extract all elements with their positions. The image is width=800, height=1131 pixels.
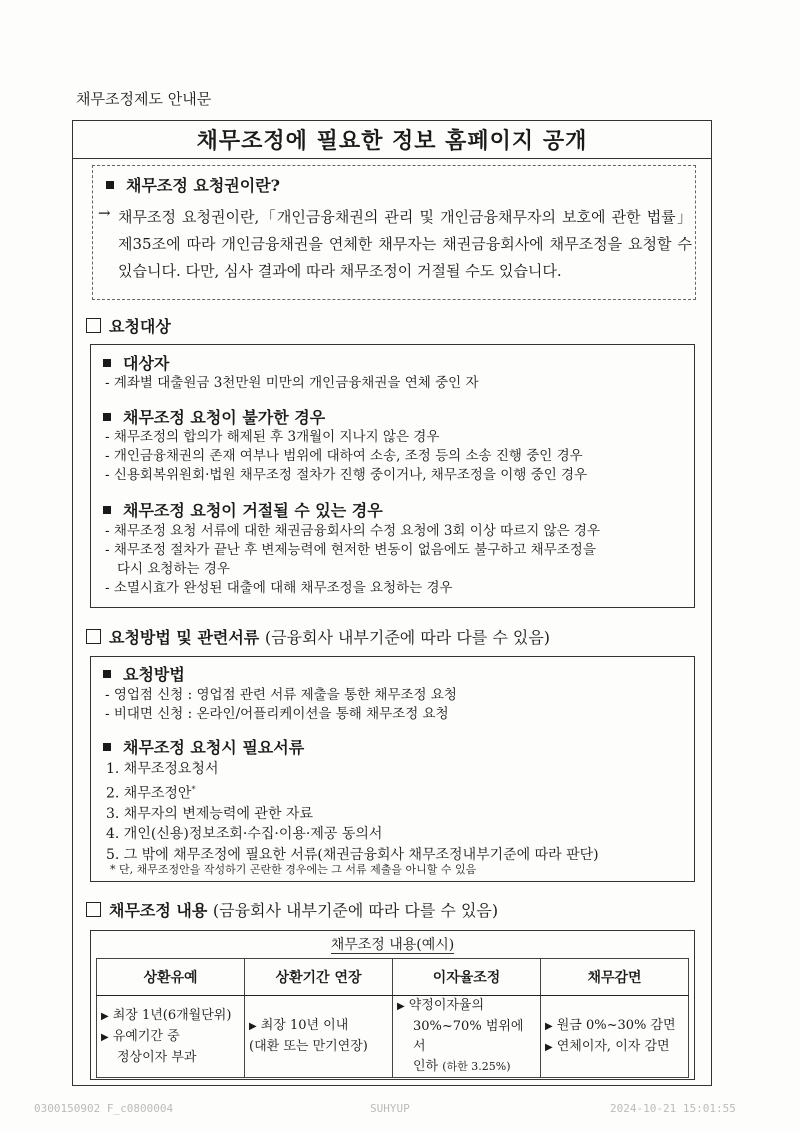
docs-heading: 채무조정 요청시 필요서류 [103, 735, 304, 758]
arrow-icon: → [98, 204, 111, 222]
checkbox-icon [86, 902, 101, 917]
square-bullet-icon [103, 743, 111, 751]
table-cell-rate: ▶ 약정이자율의 30%~70% 범위에서 인하 (하한 3.25%) [393, 996, 541, 1078]
intro-text: 채무조정 요청권이란,「개인금융채권의 관리 및 개인금융채무자의 보호에 관한 법률」제35조에 따라 개인금융채권을 연체한 채무자는 채권금융회사에 채무조정을 요청할 수 있습니다. 다만, 심사 결과에 따라 채무조정이 거절될 수도 있습니다. [118, 208, 692, 280]
rejectable-heading: 채무조정 요청이 거절될 수 있는 경우 [103, 498, 383, 521]
list-item: 5. 그 밖에 채무조정에 필요한 서류(채권금융회사 채무조정내부기준에 따라 판단) [106, 846, 599, 863]
list-item: - 채무조정 요청 서류에 대한 채권금융회사의 수정 요청에 3회 이상 따르지 않은 경우 [105, 523, 600, 539]
table-caption: 채무조정 내용(예시) [330, 937, 455, 953]
intro-heading: 채무조정 요청권이란? [106, 173, 280, 196]
checkbox-icon [86, 318, 101, 333]
square-bullet-icon [106, 181, 114, 189]
triangle-bullet-icon: ▶ [545, 1041, 553, 1053]
page-title: 채무조정에 필요한 정보 홈페이지 공개 [196, 128, 588, 154]
eligible-heading: 대상자 [103, 351, 169, 374]
list-item: - 채무조정 절차가 끝난 후 변제능력에 현저한 변동이 없음에도 불구하고 채무조정을 [105, 542, 596, 558]
column-header: 상환기간 연장 [245, 959, 393, 996]
docs-list [106, 759, 599, 865]
list-item: 1. 채무조정요청서 [106, 761, 219, 777]
list-item: 3. 채무자의 변제능력에 관한 자료 [106, 805, 313, 822]
triangle-bullet-icon: ▶ [101, 1031, 109, 1043]
checkbox-icon [86, 629, 101, 644]
column-header: 상환유예 [97, 959, 245, 996]
list-item: - 개인금융채권의 존재 여부나 범위에 대하여 소송, 조정 등의 소송 진행 중인 경우 [105, 448, 583, 464]
square-bullet-icon [103, 359, 111, 367]
triangle-bullet-icon: ▶ [101, 1010, 109, 1022]
list-item: 4. 개인(신용)정보조회·수집·이용·제공 동의서 [106, 826, 383, 843]
column-header: 이자율조정 [393, 959, 541, 996]
list-item: 2. 채무조정안* [106, 784, 196, 802]
triangle-bullet-icon: ▶ [249, 1021, 257, 1032]
square-bullet-icon [103, 506, 111, 514]
list-item: - 소멸시효가 완성된 대출에 대해 채무조정을 요청하는 경우 [105, 580, 453, 596]
footer-org: SUHYUP [370, 1102, 410, 1115]
not-allowed-heading: 채무조정 요청이 불가한 경우 [103, 405, 325, 428]
list-item: - 비대면 신청 : 온라인/어플리케이션을 통해 채무조정 요청 [105, 706, 449, 722]
table-row [97, 996, 689, 1078]
triangle-bullet-icon: ▶ [397, 1001, 405, 1012]
document-label: 채무조정제도 안내문 [76, 90, 212, 108]
title-divider [72, 158, 712, 159]
rejectable-list [105, 522, 600, 598]
column-header: 채무감면 [541, 959, 689, 996]
footer-timestamp: 2024-10-21 15:01:55 [610, 1102, 736, 1115]
section-heading-content: 채무조정 내용 (금융회사 내부기준에 따라 다를 수 있음) [86, 898, 498, 921]
table-header-row [97, 959, 689, 996]
triangle-bullet-icon: ▶ [545, 1020, 553, 1032]
list-item: - 채무조정의 합의가 해제된 후 3개월이 지나지 않은 경우 [105, 429, 440, 445]
list-item: 다시 요청하는 경우 [117, 561, 230, 577]
square-bullet-icon [103, 413, 111, 421]
eligible-list [105, 374, 479, 393]
footer-code: 0300150902 F_c0800004 [34, 1102, 174, 1115]
debt-adjustment-table [96, 958, 689, 1078]
method-list [105, 686, 457, 724]
table-cell-reduction: ▶ 원금 0%~30% 감면 ▶ 연체이자, 이자 감면 [541, 996, 689, 1078]
footnote: * 단, 채무조정안을 작성하기 곤란한 경우에는 그 서류 제출을 아니할 수 있음 [110, 863, 477, 876]
list-item: - 계좌별 대출원금 3천만원 미만의 개인금융채권을 연체 중인 자 [105, 375, 479, 391]
list-item: - 영업점 신청 : 영업점 관련 서류 제출을 통한 채무조정 요청 [105, 687, 457, 703]
table-cell-deferral: ▶ 최장 1년(6개월단위) ▶ 유예기간 중 정상이자 부과 [97, 996, 245, 1078]
section-heading-target: 요청대상 [86, 314, 171, 337]
square-bullet-icon [103, 670, 111, 678]
table-cell-extension: ▶ 최장 10년 이내 (대환 또는 만기연장) [245, 996, 393, 1078]
section-heading-method: 요청방법 및 관련서류 (금융회사 내부기준에 따라 다를 수 있음) [86, 625, 550, 648]
list-item: - 신용회복위원회·법원 채무조정 절차가 진행 중이거나, 채무조정을 이행 중인 경우 [105, 467, 588, 483]
method-heading: 요청방법 [103, 662, 185, 685]
footnote-mark: * [191, 784, 196, 794]
not-allowed-list [105, 428, 587, 485]
